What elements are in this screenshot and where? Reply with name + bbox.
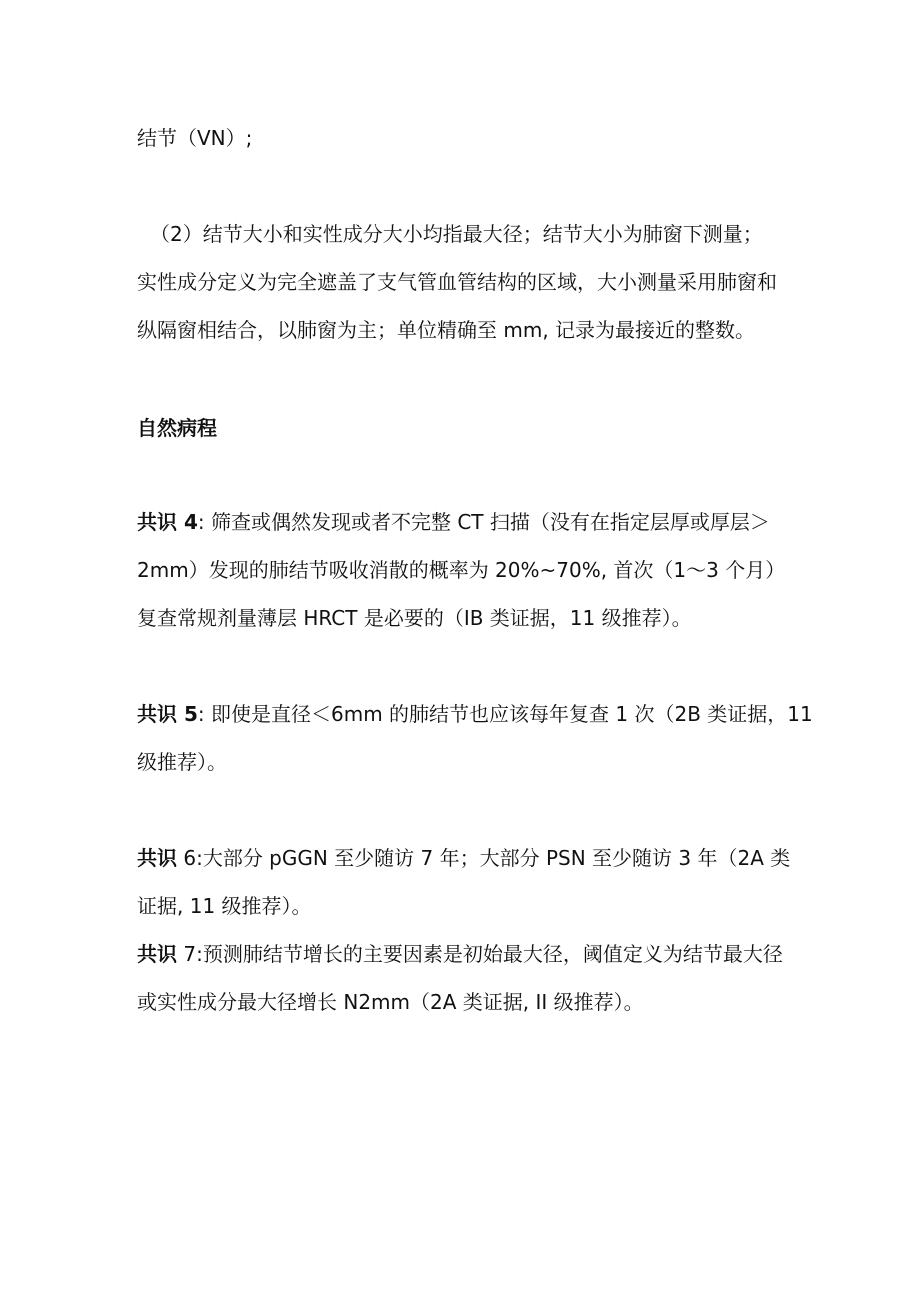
- paragraph-size-definition-line-1: [150, 220, 763, 248]
- consensus-7-line-2: [137, 988, 644, 1016]
- text-line: 6:大部分 pGGN 至少随访 7 年；大部分 PSN 至少随访 3 年（2A 类: [177, 846, 791, 870]
- consensus-6-line-1: [137, 844, 790, 872]
- section-heading: [137, 414, 217, 442]
- text-line: 或实性成分最大径增长 N2mm（2A 类证据, II 级推荐）。: [137, 990, 644, 1014]
- text-line: 纵隔窗相结合，以肺窗为主；单位精确至 mm, 记录为最接近的整数。: [137, 318, 756, 342]
- text-line: : 即使是直径＜6mm 的肺结节也应该每年复查 1 次（2B 类证据，11: [197, 702, 813, 726]
- text-line: 结节（VN）;: [137, 126, 253, 150]
- text-line: 2mm）发现的肺结节吸收消散的概率为 20%~70%, 首次（1～3 个月）: [137, 558, 786, 582]
- consensus-label: 共识 4: [137, 510, 198, 534]
- consensus-4-line-2: [137, 556, 785, 584]
- text-line: : 筛查或偶然发现或者不完整 CT 扫描（没有在指定层厚或厚层＞: [197, 510, 770, 534]
- consensus-5-line-1: [137, 700, 813, 728]
- consensus-6-line-2: [137, 892, 312, 920]
- paragraph-nodule-vn: [137, 124, 252, 152]
- text-line: 证据, 11 级推荐）。: [137, 894, 312, 918]
- consensus-4-line-1: [137, 508, 770, 536]
- text-line: 实性成分定义为完全遮盖了支气管血管结构的区域，大小测量采用肺窗和: [137, 270, 777, 294]
- consensus-5-line-2: [137, 748, 227, 776]
- text-line: 级推荐）。: [137, 750, 227, 774]
- consensus-4-line-3: [137, 604, 692, 632]
- heading-text: 自然病程: [137, 416, 217, 440]
- consensus-7-line-1: [137, 940, 783, 968]
- text-line: 复查常规剂量薄层 HRCT 是必要的（IB 类证据，11 级推荐）。: [137, 606, 692, 630]
- consensus-label: 共识: [137, 942, 177, 966]
- consensus-label: 共识 5: [137, 702, 198, 726]
- consensus-label: 共识: [137, 846, 177, 870]
- paragraph-size-definition-line-2: [137, 268, 777, 296]
- text-line: 7:预测肺结节增长的主要因素是初始最大径，阈值定义为结节最大径: [177, 942, 783, 966]
- paragraph-size-definition-line-3: [137, 316, 755, 344]
- text-line: （2）结节大小和实性成分大小均指最大径；结节大小为肺窗下测量；: [150, 222, 763, 246]
